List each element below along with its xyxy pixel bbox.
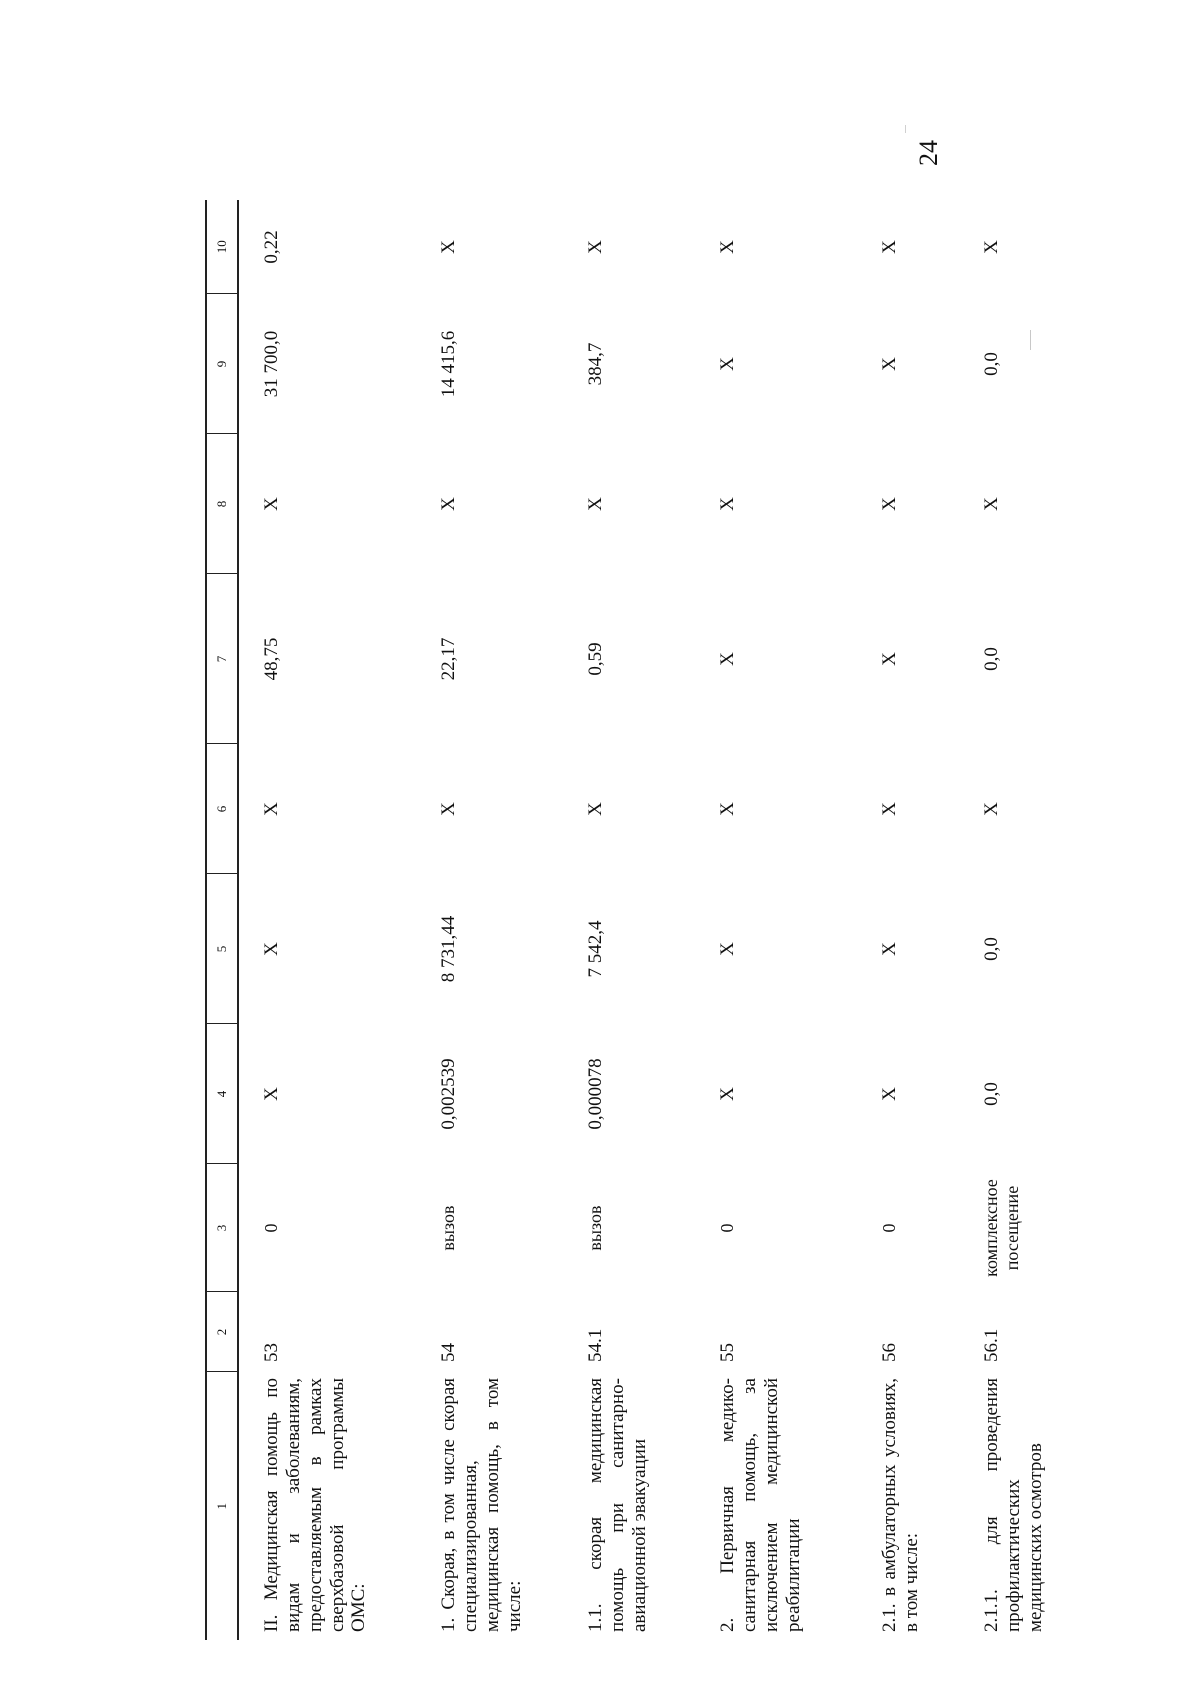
value-cell: 48,75 xyxy=(261,637,282,681)
page-number-container xyxy=(910,130,950,170)
value-cell: X xyxy=(879,1087,900,1101)
unit-cell: 0 xyxy=(261,1223,281,1233)
row-code-cell: 53 xyxy=(261,1343,282,1362)
value-cell: 7 542,4 xyxy=(585,920,606,978)
column-header: 10 xyxy=(206,200,238,294)
row-code-cell: 55 xyxy=(717,1343,738,1362)
value-cell: X xyxy=(438,802,459,816)
value-cell: 0,000078 xyxy=(585,1058,606,1130)
table-row xyxy=(416,200,563,1640)
unit-cell: 0 xyxy=(879,1223,899,1233)
value-cell: X xyxy=(879,652,900,666)
value-cell: X xyxy=(261,497,282,511)
value-cell: 14 415,6 xyxy=(438,330,459,398)
value-cell: 0,0 xyxy=(981,937,1002,961)
value-cell: X xyxy=(717,240,738,254)
value-cell: 0,59 xyxy=(585,642,606,676)
row-code-cell: 54 xyxy=(438,1343,459,1362)
column-header: 4 xyxy=(206,1024,238,1164)
value-cell: X xyxy=(879,497,900,511)
value-cell: 8 731,44 xyxy=(438,915,459,983)
value-cell: X xyxy=(879,240,900,254)
value-cell: X xyxy=(438,497,459,511)
rotated-table-container xyxy=(205,200,1046,1640)
table-row xyxy=(857,200,959,1640)
value-cell: 22,17 xyxy=(438,637,459,681)
page-number: 24 xyxy=(914,140,943,166)
row-name-cell: 2.1. в амбулаторных условиях, в том числе: xyxy=(879,1378,922,1632)
table-row xyxy=(695,200,857,1640)
value-cell: X xyxy=(879,357,900,371)
value-cell: X xyxy=(717,652,738,666)
column-header: 1 xyxy=(206,1372,238,1640)
value-cell: X xyxy=(717,942,738,956)
row-code-cell: 56.1 xyxy=(981,1328,1002,1362)
column-header: 7 xyxy=(206,574,238,744)
column-header: 3 xyxy=(206,1164,238,1292)
scan-artifact xyxy=(905,125,906,133)
value-cell: X xyxy=(717,1087,738,1101)
value-cell: X xyxy=(261,1087,282,1101)
value-cell: X xyxy=(585,497,606,511)
row-name-cell: 2. Первичная медико-санитарная помощь, за исключением медицинской реабилитации xyxy=(717,1378,804,1632)
value-cell: X xyxy=(717,802,738,816)
unit-cell: 0 xyxy=(717,1223,737,1233)
value-cell: X xyxy=(981,497,1002,511)
table-row xyxy=(959,200,1071,1640)
value-cell: X xyxy=(717,497,738,511)
value-cell: X xyxy=(261,802,282,816)
value-cell: X xyxy=(585,240,606,254)
value-cell: X xyxy=(585,802,606,816)
row-name-cell: 2.1.1. для проведения профилактических медицинских осмотров xyxy=(981,1378,1046,1632)
unit-cell: вызов xyxy=(585,1205,605,1251)
value-cell: 384,7 xyxy=(585,342,606,386)
column-header: 5 xyxy=(206,874,238,1024)
unit-cell: комплексное посещение xyxy=(981,1179,1022,1277)
value-cell: 0,0 xyxy=(981,647,1002,671)
value-cell: X xyxy=(261,942,282,956)
value-cell: 31 700,0 xyxy=(261,330,282,398)
row-name-cell: 1.1. скорая медицинская помощь при санитарно-авиационной эвакуации xyxy=(585,1378,650,1632)
table-row xyxy=(563,200,695,1640)
value-cell: 0,0 xyxy=(981,352,1002,376)
row-code-cell: 54.1 xyxy=(585,1328,606,1362)
table-header-row xyxy=(206,200,238,1640)
data-table xyxy=(205,200,1071,1640)
value-cell: X xyxy=(879,942,900,956)
table-row xyxy=(238,200,416,1640)
row-name-cell: II. Медицинская помощь по видам и заболеваниям, предоставляемым в рамках сверхбазовой программы ОМС: xyxy=(261,1378,370,1632)
row-code-cell: 56 xyxy=(879,1343,900,1362)
column-header: 8 xyxy=(206,434,238,574)
value-cell: 0,22 xyxy=(261,230,282,264)
column-header: 6 xyxy=(206,744,238,874)
column-header: 9 xyxy=(206,294,238,434)
value-cell: 0,0 xyxy=(981,1082,1002,1106)
value-cell: X xyxy=(717,357,738,371)
unit-cell: вызов xyxy=(438,1205,458,1251)
value-cell: X xyxy=(438,240,459,254)
value-cell: X xyxy=(879,802,900,816)
column-header: 2 xyxy=(206,1292,238,1372)
value-cell: 0,002539 xyxy=(438,1058,459,1130)
value-cell: X xyxy=(981,240,1002,254)
value-cell: X xyxy=(981,802,1002,816)
row-name-cell: 1. Скорая, в том числе скорая специализированная, медицинская помощь, в том числе: xyxy=(438,1378,525,1632)
